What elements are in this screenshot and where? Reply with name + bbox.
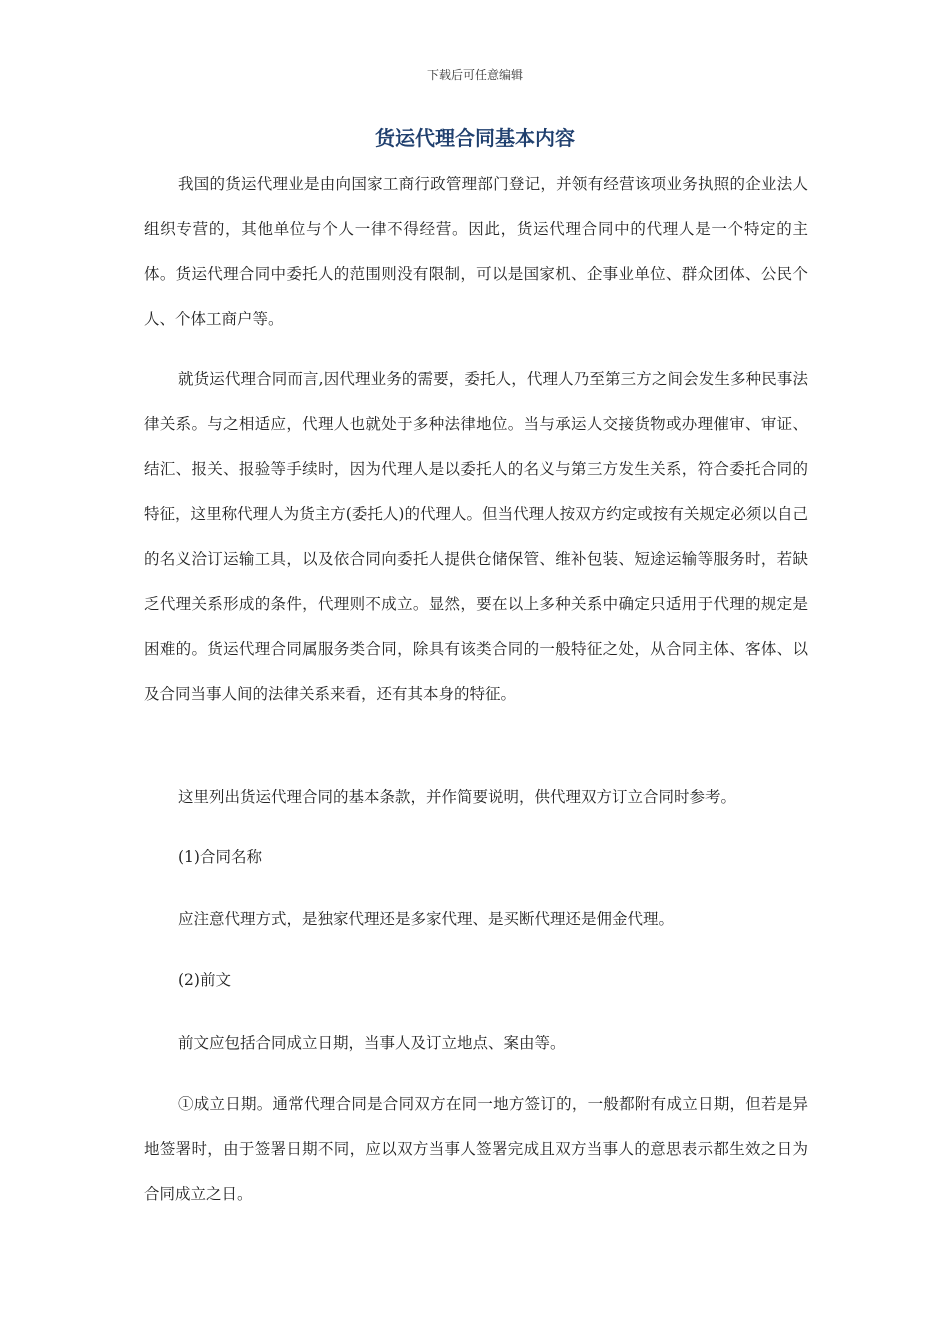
paragraph-agency-mode: 应注意代理方式，是独家代理还是多家代理、是买断代理还是佣金代理。 — [178, 910, 675, 928]
page-header-note: 下载后可任意编辑 — [426, 68, 523, 82]
paragraph-clauses-intro: 这里列出货运代理合同的基本条款，并作简要说明，供代理双方订立合同时参考。 — [178, 788, 737, 806]
section-heading-contract-name: (1)合同名称 — [178, 848, 262, 866]
paragraph-preamble-content: 前文应包括合同成立日期，当事人及订立地点、案由等。 — [178, 1034, 566, 1052]
paragraph-formation-date: ①成立日期。通常代理合同是合同双方在同一地方签订的，一般都附有成立日期，但若是异地签署时，由于签署日期不同，应以双方当事人签署完成且双方当事人的意思表示都生效之日为合同成立之日。 — [144, 1095, 808, 1203]
paragraph-legal-relations: 就货运代理合同而言,因代理业务的需要，委托人，代理人乃至第三方之间会发生多种民事法律关系。与之相适应，代理人也就处于多种法律地位。当与承运人交接货物或办理催审、审证、结汇、报关、报验等手续时，因为代理人是以委托人的名义与第三方发生关系，符合委托合同的特征，这里称代理人为货主方(委托人)的代理人。但当代理人按双方约定或按有关规定必须以自己的名义洽订运输工具，以及依合同向委托人提供仓储保管、维补包装、短途运输等服务时，若缺乏代理关系形成的条件，代理则不成立。显然，要在以上多种关系中确定只适用于代理的规定是困难的。货运代理合同属服务类合同，除具有该类合同的一般特征之处，从合同主体、客体、以及合同当事人间的法律关系来看，还有其本身的特征。 — [144, 370, 808, 703]
document-title: 货运代理合同基本内容 — [375, 126, 575, 150]
section-heading-preamble: (2)前文 — [178, 971, 231, 989]
paragraph-intro: 我国的货运代理业是由向国家工商行政管理部门登记，并领有经营该项业务执照的企业法人组织专营的，其他单位与个人一律不得经营。因此，货运代理合同中的代理人是一个特定的主体。货运代理合同中委托人的范围则没有限制，可以是国家机、企事业单位、群众团体、公民个人、个体工商户等。 — [144, 175, 808, 328]
